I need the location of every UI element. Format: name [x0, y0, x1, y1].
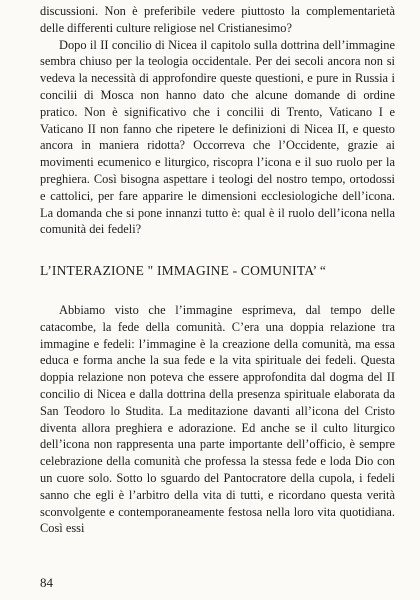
paragraph-continuation: discussioni. Non è preferibile vedere piuttosto la complementarietà delle differenti culture religiose nel Cristianesimo?: [40, 4, 395, 35]
page-number: 84: [40, 575, 53, 590]
paragraph-interaction: Abbiamo visto che l’immagine esprimeva, dal tempo delle catacombe, la fede della comunità. C’era una doppia relazione tra immagine e fedeli: l’immagine è la creazione della comunità, ma essa educa e forma anche la sua fede e la vita spirituale dei fedeli. Questa doppia relazione non poteva che essere approfondita dal dogma del II concilio di Nicea e dalla dottrina della presenza spirituale elaborata da San Teodoro lo Studita. La meditazione davanti all’icona del Cristo diventa allora preghiera e adorazione. Ed anche se il culto liturgico dell’icona non rappresenta una parte importante dell’officio, è sempre celebrazione della comunità che professa la stessa fede e loda Dio con un cuore solo. Sotto lo sguardo del Pantocratore della cupola, i fedeli sanno che egli è l’arbitro della vita di tutti, e ricordano questa verità sconvolgente e contemporaneamente festosa nella loro vita quotidiana. Così essi: [40, 303, 395, 536]
top-text-block: [40, 3, 395, 238]
paragraph-nicea: Dopo il II concilio di Nicea il capitolo sulla dottrina dell’immagine sembra chiuso per la teologia occidentale. Per dei secoli ancora non si vedeva la necessità di approfondire queste questioni, e pure in Russia i concilii di Mosca non hanno dato che alcune domande di ordine pratico. Non è significativo che i concilii di Trento, Vaticano I e Vaticano II non fanno che ripetere le definizioni di Nicea II, e questo ancora in maniera ridotta? Occorreva che l’Occidente, grazie ai movimenti ecumenico e liturgico, riscopra l’icona e il suo ruolo per la preghiera. Così bisogna aspettare i teologi del nostro tempo, ortodossi e cattolici, per fare apparire le dimensioni ecclesiologiche dell’icona. La domanda che si pone innanzi tutto è: qual è il ruolo dell’icona nella comunità dei fedeli?: [40, 37, 395, 237]
section-heading: L’INTERAZIONE " IMMAGINE - COMUNITA’ “: [40, 263, 327, 278]
lower-text-block: [40, 302, 395, 537]
